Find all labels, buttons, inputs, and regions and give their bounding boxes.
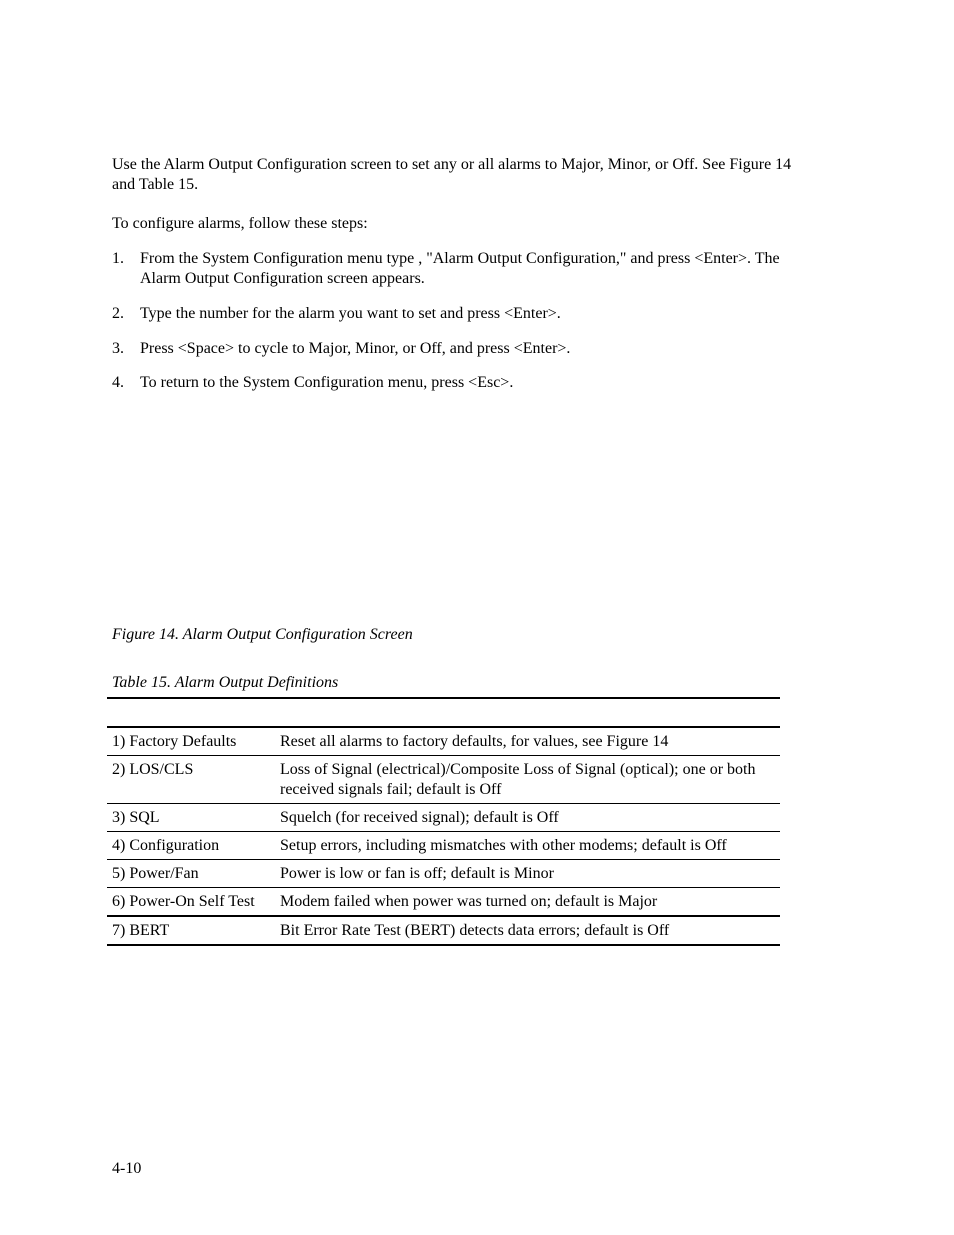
- alarm-name-cell: 3) SQL: [107, 804, 275, 832]
- alarm-description-cell: Squelch (for received signal); default is Off: [275, 804, 780, 832]
- alarm-description-cell: Setup errors, including mismatches with other modems; default is Off: [275, 832, 780, 860]
- step-text: Type the number for the alarm you want to set and press <Enter>.: [140, 305, 561, 322]
- step-number: 3.: [112, 340, 124, 357]
- intro-paragraph: Use the Alarm Output Configuration screen to set any or all alarms to Major, Minor, or Off. See Figure 14 and Table 15.: [112, 156, 792, 193]
- alarm-description-cell: Loss of Signal (electrical)/Composite Loss of Signal (optical); one or both received signals fail; default is Off: [275, 756, 780, 804]
- table-caption: Table 15. Alarm Output Definitions: [112, 674, 339, 691]
- alarm-name-cell: 7) BERT: [107, 916, 275, 945]
- alarm-description-cell: Power is low or fan is off; default is Minor: [275, 860, 780, 888]
- table-row: [107, 756, 780, 804]
- table-row: [107, 860, 780, 888]
- table-top-rule: [107, 697, 780, 699]
- table-row: [107, 916, 780, 945]
- alarm-name-cell: 6) Power-On Self Test: [107, 888, 275, 917]
- alarm-definitions-table: [107, 726, 780, 946]
- steps-lead-in: To configure alarms, follow these steps:: [112, 215, 368, 232]
- alarm-description-cell: Reset all alarms to factory defaults, for values, see Figure 14: [275, 727, 780, 756]
- alarm-name-cell: 1) Factory Defaults: [107, 727, 275, 756]
- step-text: From the System Configuration menu type , "Alarm Output Configuration," and press <Enter>. The Alarm Output Configuration screen appears.: [140, 250, 780, 287]
- alarm-name-cell: 5) Power/Fan: [107, 860, 275, 888]
- table-row: [107, 804, 780, 832]
- table-row: [107, 832, 780, 860]
- alarm-description-cell: Modem failed when power was turned on; default is Major: [275, 888, 780, 917]
- figure-caption: Figure 14. Alarm Output Configuration Screen: [112, 626, 413, 643]
- step-item: [112, 249, 822, 304]
- step-number: 4.: [112, 374, 124, 391]
- step-item: [112, 373, 822, 393]
- step-number: 2.: [112, 305, 124, 322]
- step-item: [112, 304, 822, 339]
- table-row: [107, 888, 780, 917]
- table-row: [107, 727, 780, 756]
- alarm-name-cell: 2) LOS/CLS: [107, 756, 275, 804]
- page-number: 4-10: [112, 1160, 142, 1177]
- step-text: To return to the System Configuration menu, press <Esc>.: [140, 374, 514, 391]
- step-number: 1.: [112, 250, 124, 267]
- steps-list: [112, 249, 822, 393]
- step-text: Press <Space> to cycle to Major, Minor, or Off, and press <Enter>.: [140, 340, 571, 357]
- alarm-name-cell: 4) Configuration: [107, 832, 275, 860]
- step-item: [112, 339, 822, 373]
- alarm-description-cell: Bit Error Rate Test (BERT) detects data errors; default is Off: [275, 916, 780, 945]
